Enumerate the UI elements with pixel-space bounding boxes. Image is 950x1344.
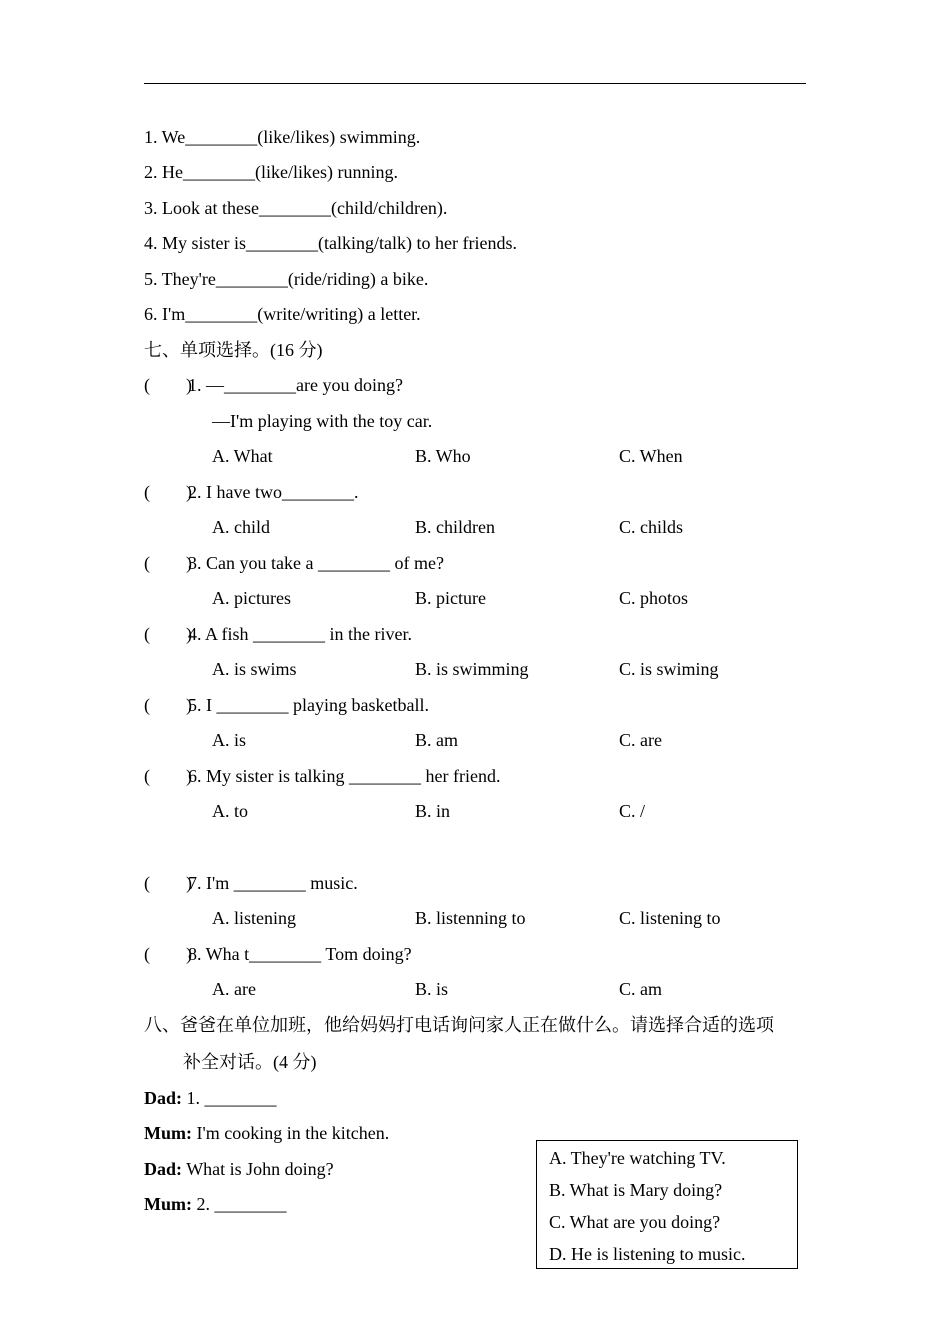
option-b: B. What is Mary doing? (549, 1180, 723, 1200)
section-7-heading: 七、单项选择。(16 分) (144, 340, 323, 360)
speaker-label: Mum: (144, 1194, 192, 1214)
question-4: 4. A fish ________ in the river. (188, 624, 412, 644)
dialogue-line-3 (144, 1157, 334, 1181)
fill-item-5: 5. They're________(ride/riding) a bike. (144, 269, 429, 289)
option-c: C. What are you doing? (549, 1212, 721, 1232)
dialogue-text: I'm cooking in the kitchen. (192, 1123, 390, 1143)
fill-item-3: 3. Look at these________(child/children). (144, 198, 448, 218)
q1-option-b: B. Who (415, 446, 471, 466)
option-a: A. They're watching TV. (549, 1148, 726, 1168)
q5-option-c: C. are (619, 730, 662, 750)
options-box (536, 1140, 798, 1269)
q6-option-c: C. / (619, 801, 646, 821)
section-8-heading-cont: 补全对话。(4 分) (183, 1052, 317, 1072)
q7-option-b: B. listenning to (415, 908, 526, 928)
q6-option-a: A. to (212, 801, 248, 821)
answer-paren: ( ) (144, 944, 192, 964)
fill-item-4: 4. My sister is________(talking/talk) to her friends. (144, 233, 517, 253)
speaker-label: Dad: (144, 1159, 183, 1179)
question-3: 3. Can you take a ________ of me? (188, 553, 444, 573)
q3-option-a: A. pictures (212, 588, 291, 608)
header-rule (144, 83, 806, 84)
dialogue-text: 1. ________ (182, 1088, 277, 1108)
fill-item-2: 2. He________(like/likes) running. (144, 162, 398, 182)
dialogue-line-2 (144, 1121, 389, 1145)
q4-option-a: A. is swims (212, 659, 297, 679)
speaker-label: Mum: (144, 1123, 192, 1143)
answer-paren: ( ) (144, 482, 192, 502)
q2-option-b: B. children (415, 517, 495, 537)
answer-paren: ( ) (144, 873, 192, 893)
answer-paren: ( ) (144, 375, 192, 395)
answer-paren: ( ) (144, 624, 192, 644)
q2-option-a: A. child (212, 517, 270, 537)
q4-option-c: C. is swiming (619, 659, 719, 679)
dialogue-text: What is John doing? (182, 1159, 334, 1179)
question-2: 2. I have two________. (188, 482, 359, 502)
question-5: 5. I ________ playing basketball. (188, 695, 429, 715)
q8-option-c: C. am (619, 979, 662, 999)
q7-option-a: A. listening (212, 908, 296, 928)
q7-option-c: C. listening to (619, 908, 721, 928)
q8-option-b: B. is (415, 979, 449, 999)
answer-paren: ( ) (144, 553, 192, 573)
question-7: 7. I'm ________ music. (188, 873, 358, 893)
question-1: 1. —________are you doing? (188, 375, 403, 395)
q1-option-c: C. When (619, 446, 683, 466)
q5-option-b: B. am (415, 730, 458, 750)
question-8: 8. Wha t________ Tom doing? (188, 944, 412, 964)
section-8-heading: 八、爸爸在单位加班，他给妈妈打电话询问家人正在做什么。请选择合适的选项 (144, 1015, 774, 1035)
q8-option-a: A. are (212, 979, 256, 999)
answer-paren: ( ) (144, 695, 192, 715)
fill-item-1: 1. We________(like/likes) swimming. (144, 127, 421, 147)
dialogue-line-1 (144, 1086, 277, 1110)
q1-option-a: A. What (212, 446, 273, 466)
q4-option-b: B. is swimming (415, 659, 529, 679)
answer-paren: ( ) (144, 766, 192, 786)
q6-option-b: B. in (415, 801, 451, 821)
q2-option-c: C. childs (619, 517, 684, 537)
question-1-reply: —I'm playing with the toy car. (212, 411, 433, 431)
fill-item-6: 6. I'm________(write/writing) a letter. (144, 304, 421, 324)
dialogue-text: 2. ________ (192, 1194, 287, 1214)
speaker-label: Dad: (144, 1088, 183, 1108)
q3-option-b: B. picture (415, 588, 486, 608)
question-6: 6. My sister is talking ________ her friend. (188, 766, 501, 786)
option-d: D. He is listening to music. (549, 1244, 746, 1264)
dialogue-line-4 (144, 1192, 287, 1216)
q3-option-c: C. photos (619, 588, 689, 608)
q5-option-a: A. is (212, 730, 247, 750)
